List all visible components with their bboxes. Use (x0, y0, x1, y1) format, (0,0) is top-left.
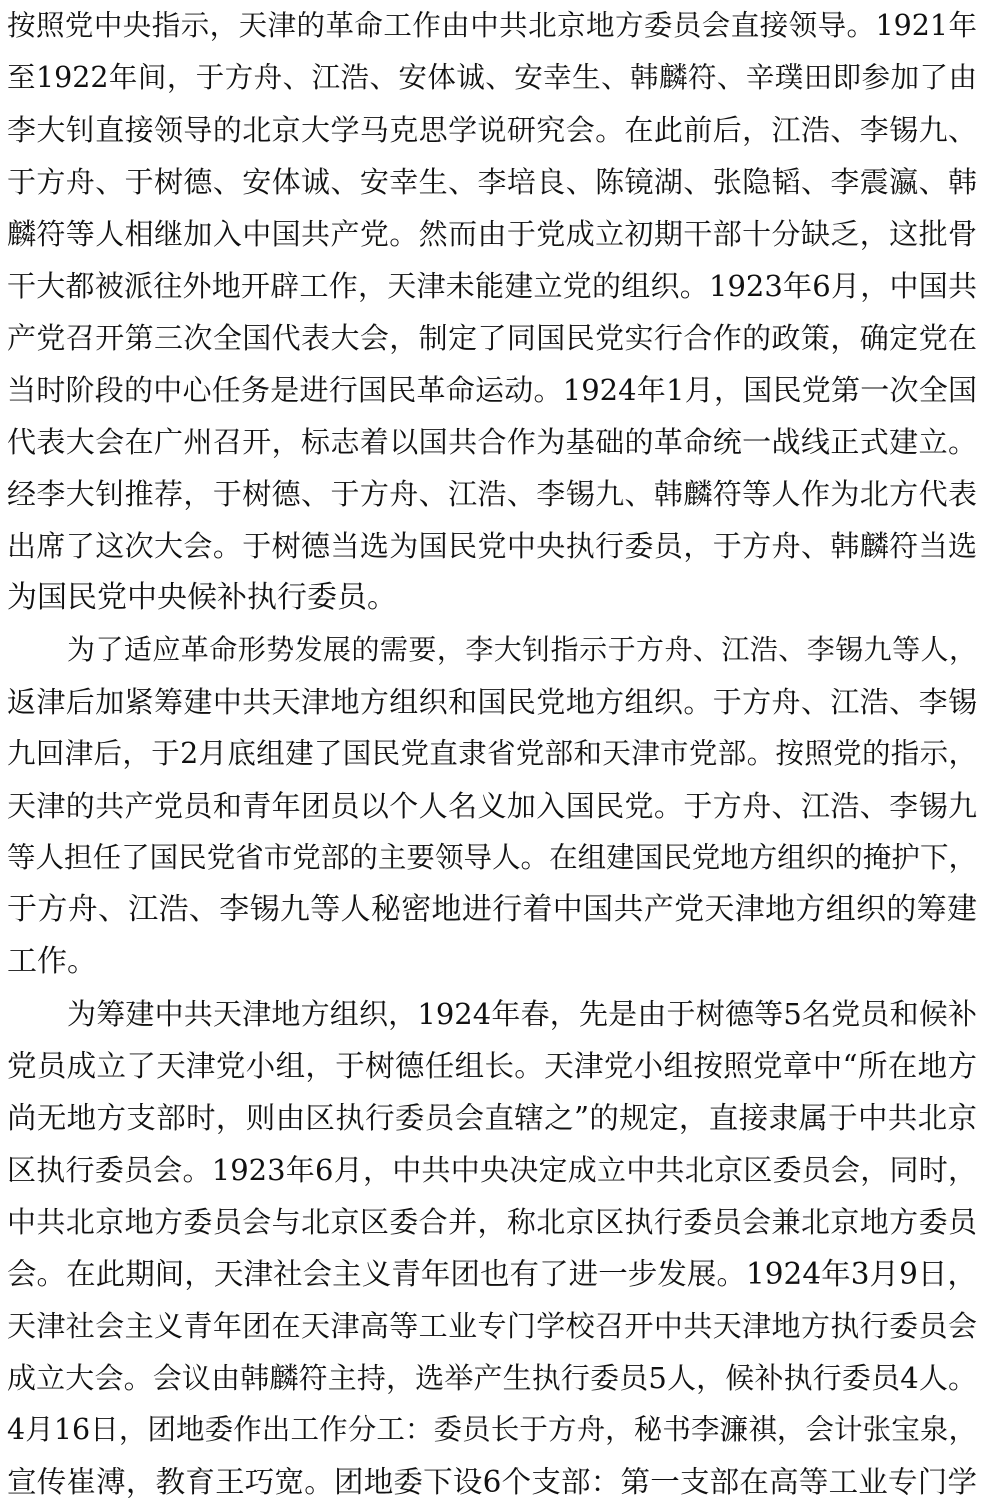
text-line: 当时阶段的中心任务是进行国民革命运动。1924年1月，国民党第一次全国 (7, 373, 977, 407)
text-line: 为国民党中央候补执行委员。 (7, 580, 397, 615)
text-line: 于方舟、于树德、安体诚、安幸生、李培良、陈镜湖、张隐韬、李震瀛、韩 (7, 165, 977, 199)
text-line: 天津的共产党员和青年团员以个人名义加入国民党。于方舟、江浩、李锡九 (7, 789, 977, 823)
text-line: 天津社会主义青年团在天津高等工业专门学校召开中共天津地方执行委员会 (7, 1309, 977, 1343)
text-line: 党员成立了天津党小组，于树德任组长。天津党小组按照党章中“所在地方 (7, 1049, 977, 1083)
text-line: 宣传崔溥，教育王巧宽。团地委下设6个支部：第一支部在高等工业专门学 (7, 1465, 977, 1499)
text-line: 区执行委员会。1923年6月，中共中央决定成立中共北京区委员会，同时， (7, 1153, 977, 1187)
text-line: 至1922年间，于方舟、江浩、安体诚、安幸生、韩麟符、辛璞田即参加了由 (7, 61, 977, 94)
text-line: 经李大钊推荐，于树德、于方舟、江浩、李锡九、韩麟符等人作为北方代表 (7, 477, 977, 511)
text-line: 李大钊直接领导的北京大学马克思学说研究会。在此前后，江浩、李锡九、 (7, 113, 977, 147)
text-line: 代表大会在广州召开，标志着以国共合作为基础的革命统一战线正式建立。 (7, 425, 977, 459)
text-line: 麟符等人相继加入中国共产党。然而由于党成立初期干部十分缺乏，这批骨 (7, 217, 977, 251)
text-line: 成立大会。会议由韩麟符主持，选举产生执行委员5人，候补执行委员4人。 (7, 1361, 977, 1395)
text-line: 九回津后，于2月底组建了国民党直隶省党部和天津市党部。按照党的指示， (7, 737, 977, 770)
text-line: 4月16日，团地委作出工作分工：委员长于方舟，秘书李濂祺，会计张宝泉， (7, 1413, 977, 1446)
text-line: 会。在此期间，天津社会主义青年团也有了进一步发展。1924年3月9日， (7, 1257, 977, 1291)
text-line: 中共北京地方委员会与北京区委合并，称北京区执行委员会兼北京地方委员 (7, 1205, 977, 1239)
text-line: 等人担任了国民党省市党部的主要领导人。在组建国民党地方组织的掩护下， (7, 841, 977, 874)
text-line: 工作。 (7, 944, 97, 979)
text-line: 于方舟、江浩、李锡九等人秘密地进行着中国共产党天津地方组织的筹建 (7, 892, 977, 927)
text-line: 出席了这次大会。于树德当选为国民党中央执行委员，于方舟、韩麟符当选 (7, 529, 977, 563)
text-line: 返津后加紧筹建中共天津地方组织和国民党地方组织。于方舟、江浩、李锡 (7, 685, 977, 719)
text-line: 按照党中央指示，天津的革命工作由中共北京地方委员会直接领导。1921年 (7, 9, 977, 42)
document-page (7, 0, 977, 1502)
text-line: 产党召开第三次全国代表大会，制定了同国民党实行合作的政策，确定党在 (7, 321, 977, 355)
text-line: 尚无地方支部时，则由区执行委员会直辖之”的规定，直接隶属于中共北京 (7, 1101, 977, 1135)
text-line: 为了适应革命形势发展的需要，李大钊指示于方舟、江浩、李锡九等人， (67, 633, 977, 666)
text-line: 干大都被派往外地开辟工作，天津未能建立党的组织。1923年6月，中国共 (7, 269, 977, 303)
text-line: 为筹建中共天津地方组织，1924年春，先是由于树德等5名党员和候补 (67, 997, 977, 1031)
